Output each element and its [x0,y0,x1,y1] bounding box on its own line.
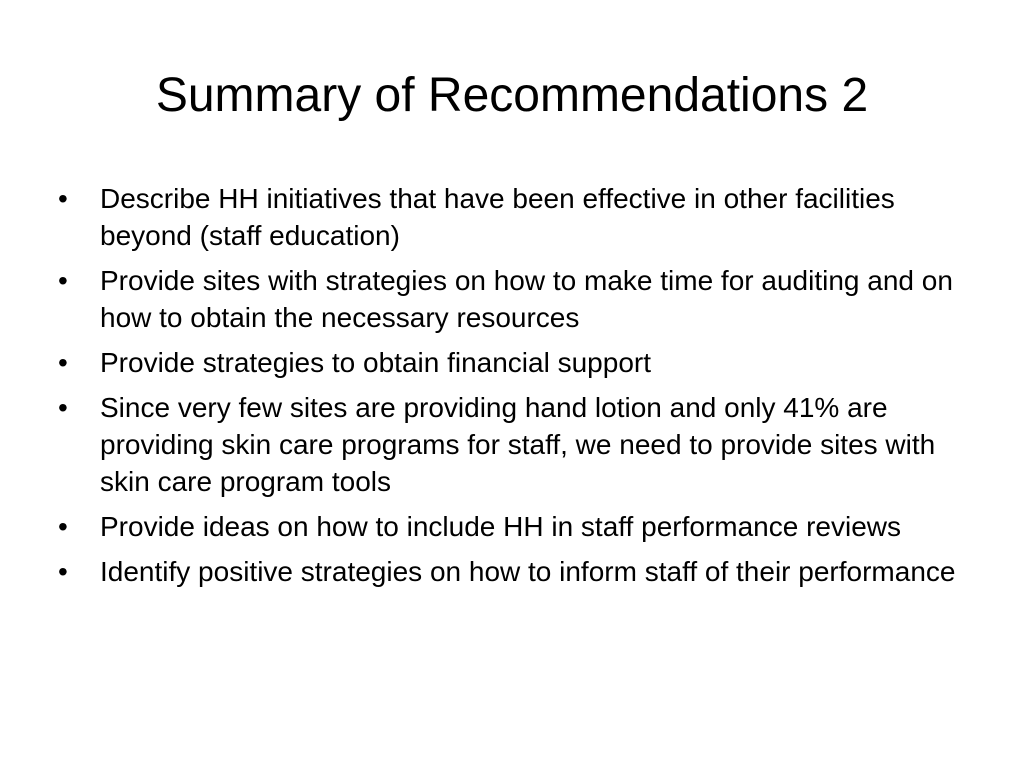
bullet-list [58,180,968,598]
bullet-item [58,508,968,545]
bullet-text: Identify positive strategies on how to inform staff of their performance [100,556,956,587]
bullet-text: Provide sites with strategies on how to make time for auditing and on how to obtain the necessary resources [100,265,953,333]
bullet-dot-icon: • [58,556,68,587]
bullet-item [58,262,968,336]
bullet-item [58,389,968,500]
bullet-item [58,553,968,590]
bullet-text: Provide ideas on how to include HH in staff performance reviews [100,511,901,542]
bullet-text: Provide strategies to obtain financial support [100,347,651,378]
slide-title: Summary of Recommendations 2 [155,69,869,122]
bullet-dot-icon: • [58,183,68,214]
bullet-dot-icon: • [58,511,68,542]
bullet-dot-icon: • [58,392,68,423]
bullet-text: Since very few sites are providing hand lotion and only 41% are providing skin care programs for staff, we need to provide sites with skin care program tools [100,392,936,497]
bullet-text: Describe HH initiatives that have been effective in other facilities beyond (staff education) [100,183,895,251]
bullet-item [58,180,968,254]
bullet-dot-icon: • [58,347,68,378]
bullet-item [58,344,968,381]
bullet-dot-icon: • [58,265,68,296]
